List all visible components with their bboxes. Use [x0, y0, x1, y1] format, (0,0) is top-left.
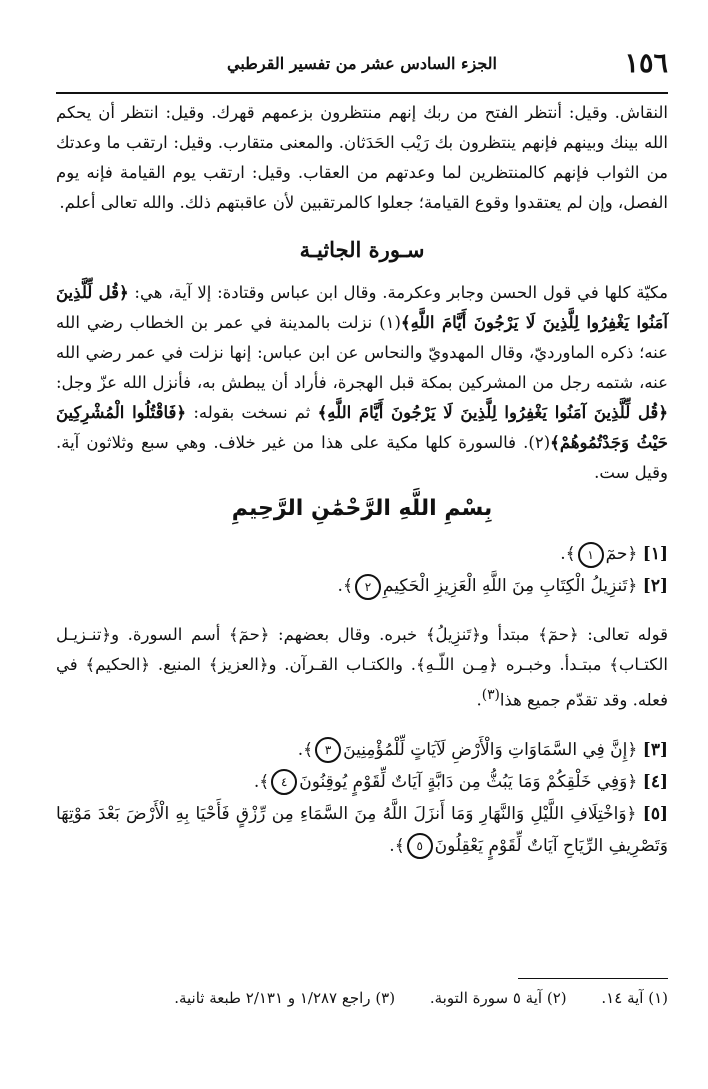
basmala: بِسْمِ اللَّهِ الرَّحْمَٰنِ الرَّحِيمِ	[231, 496, 493, 521]
verse-line	[56, 766, 668, 798]
footnote-3: (٣) راجع ١/٢٨٧ و ٢/١٣١ طبعة ثانية.	[174, 989, 396, 1007]
surah-intro-paragraph	[56, 278, 668, 488]
verse-number: [٥]	[642, 803, 668, 824]
verse-text: ﴿تَنزِيلُ الْكِتَابِ مِنَ اللَّهِ الْعَزِيزِ الْحَكِيمِ	[382, 576, 638, 596]
verse-end-marker: ٣	[315, 737, 341, 763]
verse-number: [١]	[642, 544, 668, 564]
surah-intro-text-1: مكيّة كلها في قول الحسن وجابر وعكرمة. وقال ابن عباس وقتادة: إلا آية، هي:	[128, 283, 668, 302]
verse-line	[56, 570, 668, 602]
quran-quote-1: ﴿قُل لِّلَّذِينَ آمَنُوا يَغْفِرُوا لِلَّذِينَ لَا يَرْجُونَ أَيَّامَ اللَّهِ﴾	[56, 283, 668, 332]
verse-text: ﴿وَاخْتِلَافِ اللَّيْلِ وَالنَّهَارِ وَمَا أَنزَلَ اللَّهُ مِنَ السَّمَاءِ مِن رِّزْقٍ فَأَحْيَا بِهِ الْأَرْضَ بَعْدَ مَوْتِهَا وَتَصْرِيفِ الرِّيَاحِ آيَاتٌ لِّقَوْمٍ يَعْقِلُونَ	[56, 803, 668, 856]
surah-intro-text-4: (٢). فالسورة كلها مكية على هذا من غير خلاف. وهي سبع وثلاثون آية. وقيل ست.	[56, 433, 668, 482]
surah-intro-text-3: ثم نسخت بقوله:	[186, 403, 318, 422]
verse-close: ﴾.	[253, 771, 270, 792]
verse-number: [٢]	[642, 576, 668, 596]
verse-line	[56, 538, 668, 570]
surah-title: سـورة الجاثيـة	[299, 237, 425, 262]
verse-end-marker: ٤	[271, 769, 297, 795]
footnotes	[56, 978, 668, 1009]
verse-close: ﴾.	[297, 739, 314, 760]
intro-paragraph: النقاش. وقيل: أنتظر الفتح من ربك إنهم منتظرون بزعمهم قهرك. وقيل: انتظر أن يحكم الله بينك وبينهم فإنهم ينتظرون بك رَيْب الحَدَثان. والمعنى متقارب. وقيل: ارتقب ما وعدتك من الثواب فإنهم كالمنتظرين لما وعدتهم من العقاب. وقيل: ارتقب يوم القيامة فإنه يوم الفصل، وإن لم يعتقدوا وقوع القيامة؛ جعلوا كالمرتقبين لأن عاقبتهم ذلك. والله تعالى أعلم.	[56, 103, 668, 212]
verse-end-marker: ٥	[407, 833, 433, 859]
footnote-divider	[518, 978, 668, 979]
verse-text: ﴿حمٓ	[605, 544, 638, 564]
commentary-end: .	[476, 690, 482, 710]
running-title: الجزء السادس عشر من تفسير القرطبي	[227, 54, 497, 73]
verse-text: ﴿إِنَّ فِي السَّمَاوَاتِ وَالْأَرْضِ لَآيَاتٍ لِّلْمُؤْمِنِينَ	[343, 739, 638, 760]
book-page	[56, 28, 668, 1068]
footnote-1: (١) آية ١٤.	[601, 989, 668, 1007]
verse-close: ﴾.	[389, 835, 405, 856]
page-number: ١٥٦	[624, 48, 668, 79]
verse-line	[56, 798, 668, 862]
verse-close: ﴾.	[560, 544, 576, 564]
verse-end-marker: ٢	[355, 574, 381, 600]
verse-text: ﴿وَفِي خَلْقِكُمْ وَمَا يَبُثُّ مِن دَابَّةٍ آيَاتٌ لِّقَوْمٍ يُوقِنُونَ	[299, 771, 638, 792]
surah-intro-text-2: (١) نزلت بالمدينة في عمر بن الخطاب رضي الله عنه؛ ذكره الماورديّ، وقال المهدويّ والنحاس عن ابن عباس: إنها نزلت في عمر رضي الله عنه، شتمه رجل من المشركين بمكة قبل الهجرة، فأراد أن يبطش به، فأنزل الله عزّ وجل:	[56, 313, 668, 392]
page-header	[56, 48, 668, 94]
footnote-ref: (٣)	[481, 687, 500, 703]
verse-line	[56, 734, 668, 766]
verse-end-marker: ١	[578, 542, 604, 568]
commentary-text: قوله تعالى: ﴿حمٓ﴾ مبتدأ و﴿تَنزِيلُ﴾ خبره. وقال بعضهم: ﴿حمٓ﴾ أسم السورة. و﴿تنـزيـل الكتـاب﴾ مبتـدأ. وخبـره ﴿مِـن اللّـهِ﴾. والكتـاب القـرآن. و﴿العزيز﴾ المنيع. ﴿الحكيم﴾ في فعله. وقد تقدّم جميع هذا	[56, 625, 668, 710]
quran-quote-2: ﴿قُل لِّلَّذِينَ آمَنُوا يَغْفِرُوا لِلَّذِينَ لَا يَرْجُونَ أَيَّامَ اللَّهِ﴾	[317, 403, 668, 422]
verse-number: [٣]	[642, 739, 668, 760]
verse-close: ﴾.	[337, 576, 353, 596]
verse-number: [٤]	[642, 771, 668, 792]
quran-quote-3: ﴿فَاقْتُلُوا الْمُشْرِكِينَ حَيْثُ وَجَدْتُمُوهُمْ﴾	[56, 403, 668, 452]
page-body	[56, 98, 668, 862]
commentary-paragraph	[56, 620, 668, 716]
footnote-2: (٢) آية ٥ سورة التوبة.	[429, 989, 567, 1007]
